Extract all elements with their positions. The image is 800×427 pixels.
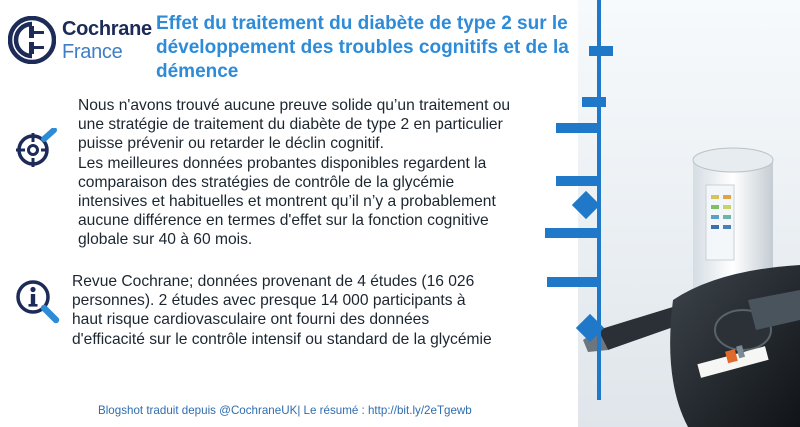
glucometer-photo bbox=[578, 0, 800, 427]
evidence-line: d'efficacité sur le contrôle intensif ou standard de la glycémie bbox=[72, 330, 492, 348]
finding-line: globale sur 40 à 60 mois. bbox=[78, 231, 253, 249]
finding-line: Les meilleures données probantes disponibles regardent la bbox=[78, 154, 487, 172]
finding-line: une stratégie de traitement du diabète de type 2 en particulier bbox=[78, 116, 503, 134]
evidence-line: Revue Cochrane; données provenant de 4 études (16 026 bbox=[72, 273, 475, 290]
accent-bar bbox=[582, 97, 606, 107]
cochrane-france-logo bbox=[8, 14, 158, 66]
logo-word-cochrane: Cochrane bbox=[62, 18, 152, 40]
glucometer-illustration bbox=[578, 0, 800, 427]
logo-word-france: France bbox=[62, 41, 123, 63]
finding-line: aucune différence en termes d'effet sur la fonction cognitive bbox=[78, 212, 489, 230]
finding-line: intensives et habituelles et montrent qu’il n’y a probablement bbox=[78, 193, 496, 211]
finding-text bbox=[78, 96, 558, 250]
accent-bar bbox=[589, 46, 613, 56]
evidence-line: haut risque cardiovasculaire ont fourni des données bbox=[72, 311, 430, 329]
evidence-text bbox=[72, 272, 562, 349]
cochrane-logo-icon bbox=[8, 16, 56, 64]
evidence-line: personnes). 2 études avec presque 14 000 participants à bbox=[72, 292, 466, 310]
page-title: Effet du traitement du diabète de type 2 sur le développement des troubles cognitifs et de la démence bbox=[156, 13, 569, 82]
accent-vertical-line bbox=[597, 0, 601, 400]
info-magnifier-icon bbox=[14, 278, 60, 324]
footer-credit[interactable]: Blogshot traduit depuis @CochraneUK| Le résumé : http://bit.ly/2eTgewb bbox=[98, 404, 472, 417]
finding-line: comparaison des stratégies de contrôle de la glycémie bbox=[78, 173, 455, 191]
accent-bar bbox=[556, 176, 600, 186]
accent-bar bbox=[556, 123, 600, 133]
finding-line: puisse prévenir ou retarder le déclin cognitif. bbox=[78, 135, 384, 153]
finding-line: Nous n'avons trouvé aucune preuve solide qu’un traitement ou bbox=[78, 97, 511, 114]
target-magnifier-icon bbox=[14, 128, 58, 172]
